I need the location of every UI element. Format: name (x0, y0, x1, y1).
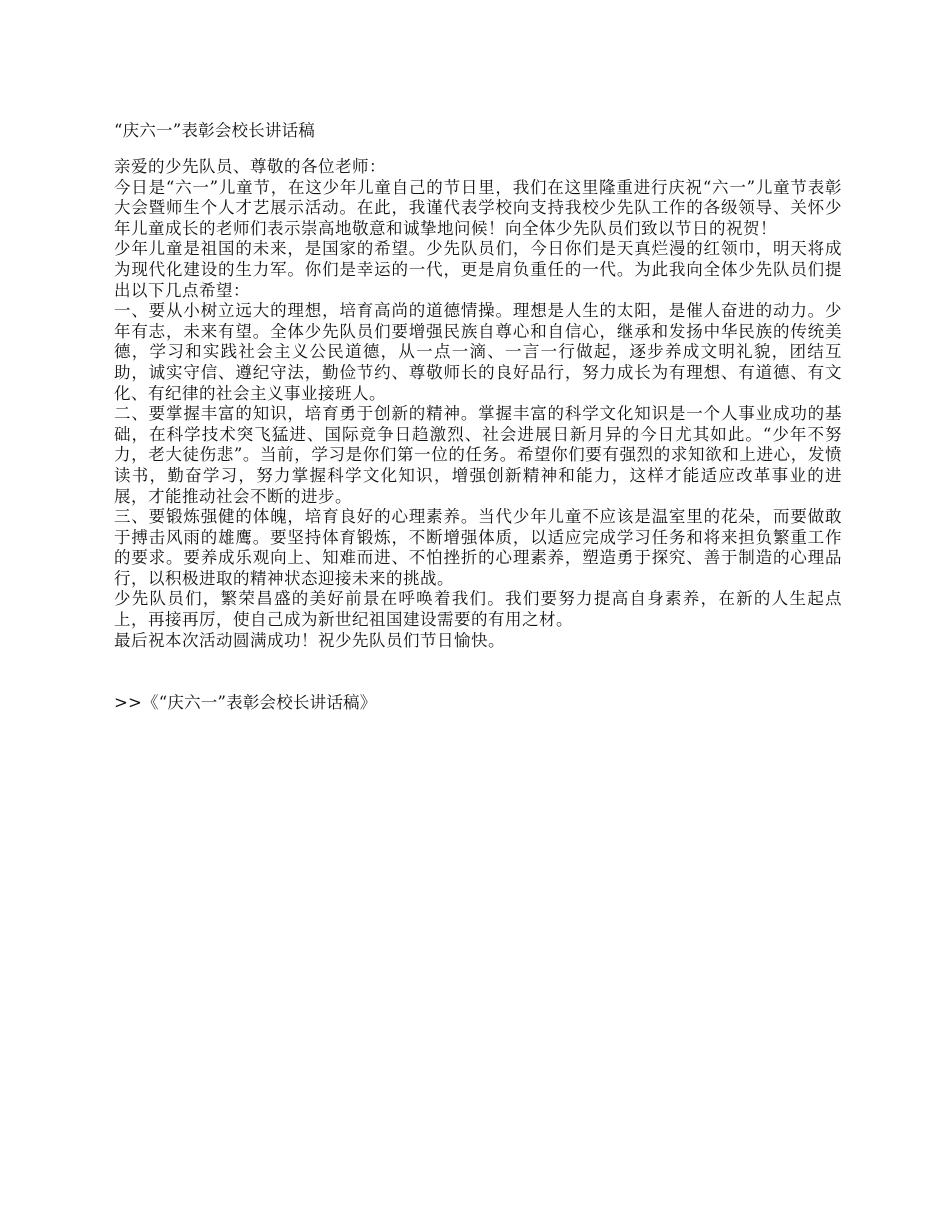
body-paragraph: 二、要掌握丰富的知识，培育勇于创新的精神。掌握丰富的科学文化知识是一个人事业成功的基础，在科学技术突飞猛进、国际竞争日趋激烈、社会进展日新月异的今日尤其如此。“少年不努力，老大徒伤悲”。当前，学习是你们第一位的任务。希望你们要有强烈的求知欲和上进心，发愤读书，勤奋学习，努力掌握科学文化知识，增强创新精神和能力，这样才能适应改革事业的进展，才能推动社会不断的进步。 (114, 404, 842, 506)
closing-paragraph: 最后祝本次活动圆满成功！祝少先队员们节日愉快。 (114, 630, 505, 650)
document-body (114, 157, 842, 651)
document-link[interactable]: >>《“庆六一”表彰会校长讲话稿》 (114, 693, 377, 713)
body-paragraph: 今日是“六一”儿童节，在这少年儿童自己的节日里，我们在这里隆重进行庆祝“六一”儿童节表彰大会暨师生个人才艺展示活动。在此，我谨代表学校向支持我校少先队工作的各级领导、关怀少年儿童成长的老师们表示崇高地敬意和诚挚地问候！向全体少先队员们致以节日的祝贺！ (114, 177, 842, 238)
salutation-paragraph: 亲爱的少先队员、尊敬的各位老师： (114, 157, 386, 176)
body-paragraph: 少年儿童是祖国的未来，是国家的希望。少先队员们，今日你们是天真烂漫的红领巾，明天将成为现代化建设的生力军。你们是幸运的一代，更是肩负重任的一代。为此我向全体少先队员们提出以下几点希望： (114, 239, 842, 300)
document-title: “庆六一”表彰会校长讲话稿 (114, 121, 315, 140)
body-paragraph: 一、要从小树立远大的理想，培育高尚的道德情操。理想是人生的太阳，是催人奋进的动力。少年有志，未来有望。全体少先队员们要增强民族自尊心和自信心，继承和发扬中华民族的传统美德，学习和实践社会主义公民道德，从一点一滴、一言一行做起，逐步养成文明礼貌，团结互助，诚实守信、遵纪守法，勤俭节约、尊敬师长的良好品行，努力成长为有理想、有道德、有文化、有纪律的社会主义事业接班人。 (114, 301, 842, 403)
body-paragraph: 少先队员们，繁荣昌盛的美好前景在呼唤着我们。我们要努力提高自身素养，在新的人生起点上，再接再厉，使自己成为新世纪祖国建设需要的有用之材。 (114, 589, 842, 630)
document-page (114, 120, 842, 713)
body-paragraph: 三、要锻炼强健的体魄，培育良好的心理素养。当代少年儿童不应该是温室里的花朵，而要做敢于搏击风雨的雄鹰。要坚持体育锻炼，不断增强体质，以适应完成学习任务和将来担负繁重工作的要求。要养成乐观向上、知难而进、不怕挫折的心理素养，塑造勇于探究、善于制造的心理品行，以积极进取的精神状态迎接未来的挑战。 (114, 507, 842, 588)
